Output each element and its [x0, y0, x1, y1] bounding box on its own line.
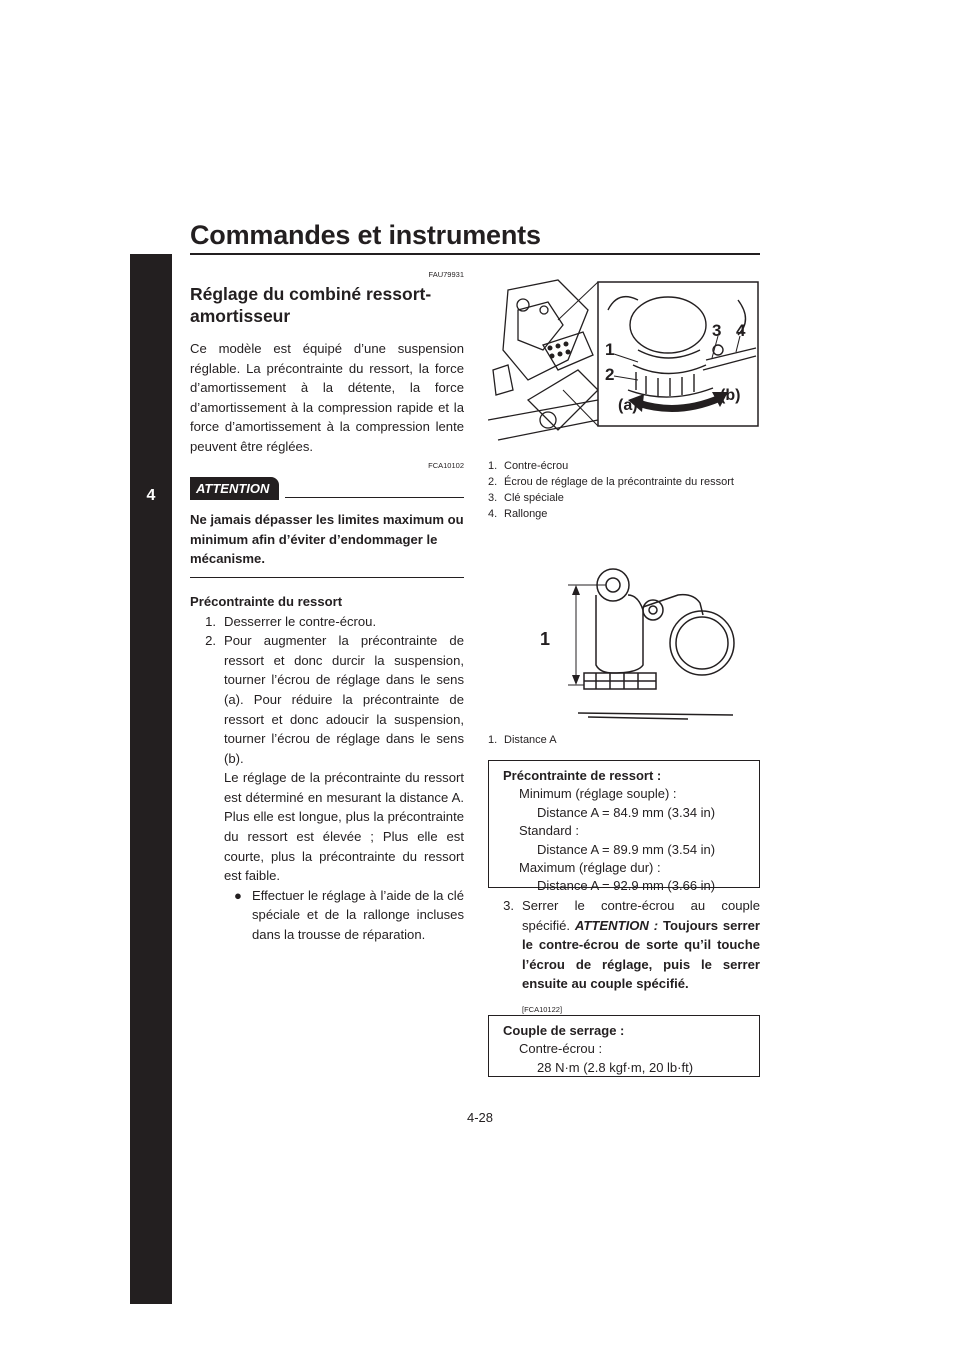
- figure2-label-1: 1: [540, 629, 551, 649]
- spec-value: Distance A = 84.9 mm (3.34 in): [537, 804, 716, 820]
- intro-paragraph: Ce modèle est équipé d’une suspension réglable. La précontrainte du ressort, la force d’amortissement à la détente, la force d’amortissement à la compression rapide et la force d’amortissement à la compression lente peuvent être réglées.: [190, 341, 464, 454]
- attention-inline-label: ATTENTION :: [574, 917, 659, 933]
- step-3: [488, 896, 760, 1020]
- figure-label-b: (b): [720, 387, 741, 404]
- shock-absorber-photo-figure: [488, 270, 760, 456]
- spec-label: Standard :: [519, 823, 579, 839]
- step-body: [522, 896, 760, 1020]
- step3-code: [FCA10122]: [522, 1004, 563, 1014]
- spec-value: Distance A = 92.9 mm (3.66 in): [537, 878, 716, 894]
- bullet-item: [234, 886, 464, 945]
- left-column: [190, 270, 464, 945]
- step-text: Pour augmenter la précontrainte de ressort et donc durcir la suspension, tourner l’écrou de réglage dans le sens (a). Pour réduire la précontrainte de ressort et donc adoucir la suspension, tourner l’écrou de réglage dans le sens (b).: [224, 633, 464, 766]
- step-number: 1.: [205, 613, 216, 629]
- attention-rule: [285, 497, 464, 498]
- caption-item: 2. Écrou de réglage de la précontrainte du ressort: [488, 476, 734, 488]
- spec-value: 28 N·m (2.8 kgf·m, 20 lb·ft): [537, 1059, 694, 1075]
- page-number: 4-28: [466, 1110, 494, 1125]
- step-2: [190, 631, 464, 945]
- figure-label-a: (a): [618, 397, 638, 414]
- step-1: [190, 612, 464, 632]
- attention-bottom-rule: [190, 577, 464, 578]
- figure-label-2: 2: [605, 365, 615, 384]
- section-title: Réglage du combiné ressort-amortisseur: [190, 284, 432, 326]
- step-number: 3.: [503, 898, 514, 913]
- spec-label: Maximum (réglage dur) :: [519, 860, 661, 876]
- section-code: FAU79931: [428, 270, 464, 279]
- spec-value: Distance A = 89.9 mm (3.54 in): [537, 841, 716, 857]
- step-body: [224, 631, 464, 945]
- chapter-tab: [130, 254, 172, 1304]
- step-number: 2.: [205, 633, 216, 649]
- spec-box-preload: [488, 760, 760, 894]
- spec-label: Minimum (réglage souple) :: [519, 786, 677, 802]
- distance-a-diagram-figure: [488, 555, 760, 730]
- spec-label: Contre-écrou :: [519, 1041, 603, 1057]
- bullet-text: Effectuer le réglage à l’aide de la clé spéciale et de la rallonge incluses dans la trousse de réparation.: [252, 887, 464, 943]
- header-rule: [190, 253, 760, 255]
- attention-header: [190, 477, 464, 501]
- step-text: Desserrer le contre-écrou.: [224, 613, 377, 629]
- caption-item: 4. Rallonge: [488, 508, 548, 520]
- figure1-captions: [488, 458, 760, 522]
- spec-title: Couple de serrage :: [503, 1023, 625, 1038]
- attention-inline-text: Toujours serrer le contre-écrou de sorte qu’il touche l’écrou de réglage, puis le serrer ensuite au couple spécifié.: [522, 917, 761, 992]
- attention-code: FCA10102: [428, 460, 464, 470]
- preload-heading: Précontrainte du ressort: [190, 593, 343, 609]
- figure-label-3: 3: [712, 321, 722, 340]
- attention-text: Ne jamais dépasser les limites maximum ou minimum afin d’éviter d’endommager le mécanisme.: [190, 512, 464, 567]
- attention-label: ATTENTION: [190, 477, 279, 501]
- caption-item: 3. Clé spéciale: [488, 492, 564, 504]
- step-text-continued: Le réglage de la précontrainte du ressort est déterminé en mesurant la distance A. Plus elle est longue, plus la précontrainte du ressort est élevée ; Plus elle est courte, plus la précontrainte du ressort est faible.: [224, 770, 464, 884]
- figure-label-1: 1: [605, 340, 615, 359]
- chapter-number: 4: [146, 487, 156, 504]
- caption-item: 1. Contre-écrou: [488, 460, 569, 472]
- caption-item: 1. Distance A: [488, 734, 557, 746]
- figure-label-4: 4: [736, 321, 746, 340]
- figure2-captions: [488, 732, 760, 748]
- bullet-icon: ●: [234, 887, 242, 903]
- spec-box-torque: [488, 1015, 760, 1077]
- spec-title: Précontrainte de ressort :: [503, 768, 662, 783]
- chapter-title: Commandes et instruments: [190, 220, 541, 250]
- step-text: Serrer le contre-écrou au couple spécifié.: [522, 898, 760, 933]
